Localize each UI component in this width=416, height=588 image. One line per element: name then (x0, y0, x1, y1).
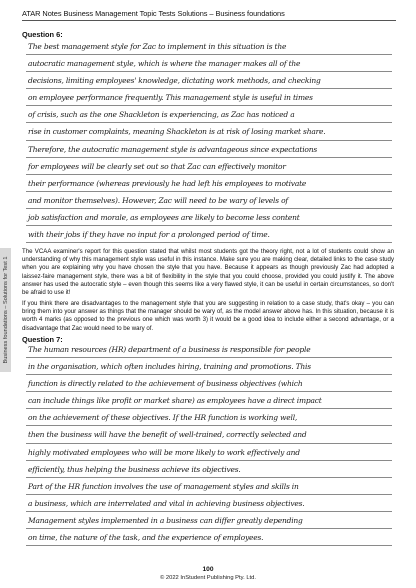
question-6-answer (26, 38, 392, 243)
answer-line: then the business will have the benefit of well-trained, correctly selected and (26, 426, 392, 443)
answer-line: rise in customer complaints, meaning Shackleton is at risk of losing market share. (26, 123, 392, 140)
answer-line: in the organisation, which often includes hiring, training and promotions. This (26, 358, 392, 375)
examiner-note-paragraph: If you think there are disadvantages to the management style that you are suggesting in relation to a case study, that's okay – you can bring them into your answer as things that the manager should be wary of, as the model answer above has. In this situation, because it is worth 4 marks (as opposed to the previous one which was worth 3) it would be a good idea to include either a second advantage, or a disadvantage that Zac would need to be wary of. (22, 300, 394, 332)
answer-line: on employee performance frequently. This management style is useful in times (26, 89, 392, 106)
question-6-heading: Question 6: (22, 30, 63, 39)
answer-line: with their jobs if they have no input for a prolonged period of time. (26, 226, 392, 243)
examiner-note-paragraph: The VCAA examiner's report for this question stated that whilst most students got the theory right, not a lot of students could show an understanding of why this management style was useful in this instance. Make sure you are making clear, detailed links to the case study when you are explaining why you have chosen the style that you have. Because it appears as though previously Zac had adopted a laissez-faire management style, there was a bit of flexibility in the style that you could choose, provided you could justify it. The above answer has used the autocratic style – even though this seems like a very flawed style, it can be useful in certain circumstances, so don't be afraid to use it! (22, 248, 394, 297)
answer-line: can include things like profit or market share) as employees have a direct impact (26, 392, 392, 409)
header-divider (22, 20, 396, 21)
copyright-notice: © 2022 InStudent Publishing Pty. Ltd. (159, 575, 256, 581)
answer-line: a business, which are interrelated and vital in achieving business objectives. (26, 495, 392, 512)
question-7-heading: Question 7: (22, 335, 63, 344)
answer-line: and monitor themselves). However, Zac will need to be wary of levels of (26, 192, 392, 209)
answer-line: their performance (whereas previously he had left his employees to motivate (26, 175, 392, 192)
page-header: ATAR Notes Business Management Topic Tests Solutions – Business foundations (22, 9, 285, 18)
answer-line: job satisfaction and morale, as employees are likely to become less content (26, 209, 392, 226)
question-7-answer (26, 341, 392, 546)
answer-line: decisions, limiting employees' knowledge, dictating work methods, and checking (26, 72, 392, 89)
answer-line: Therefore, the autocratic management style is advantageous since expectations (26, 141, 392, 158)
answer-line: The best management style for Zac to implement in this situation is the (26, 38, 392, 55)
answer-line: on time, the nature of the task, and the experience of employees. (26, 529, 392, 546)
answer-line: for employees will be clearly set out so that Zac can effectively monitor (26, 158, 392, 175)
side-tab-label: Business foundations – Solutions for Test 1 (2, 256, 9, 364)
answer-line: The human resources (HR) department of a business is responsible for people (26, 341, 392, 358)
section-side-tab (0, 248, 11, 372)
answer-line: Part of the HR function involves the use of management styles and skills in (26, 478, 392, 495)
answer-line: function is directly related to the achievement of business objectives (which (26, 375, 392, 392)
answer-line: efficiently, thus helping the business achieve its objectives. (26, 461, 392, 478)
answer-line: Management styles implemented in a business can differ greatly depending (26, 512, 392, 529)
page-number: 100 (202, 566, 214, 573)
answer-line: highly motivated employees who will be more likely to work effectively and (26, 444, 392, 461)
answer-line: on the achievement of these objectives. If the HR function is working well, (26, 409, 392, 426)
answer-line: autocratic management style, which is where the manager makes all of the (26, 55, 392, 72)
answer-line: of crisis, such as the one Shackleton is experiencing, as Zac has noticed a (26, 106, 392, 123)
